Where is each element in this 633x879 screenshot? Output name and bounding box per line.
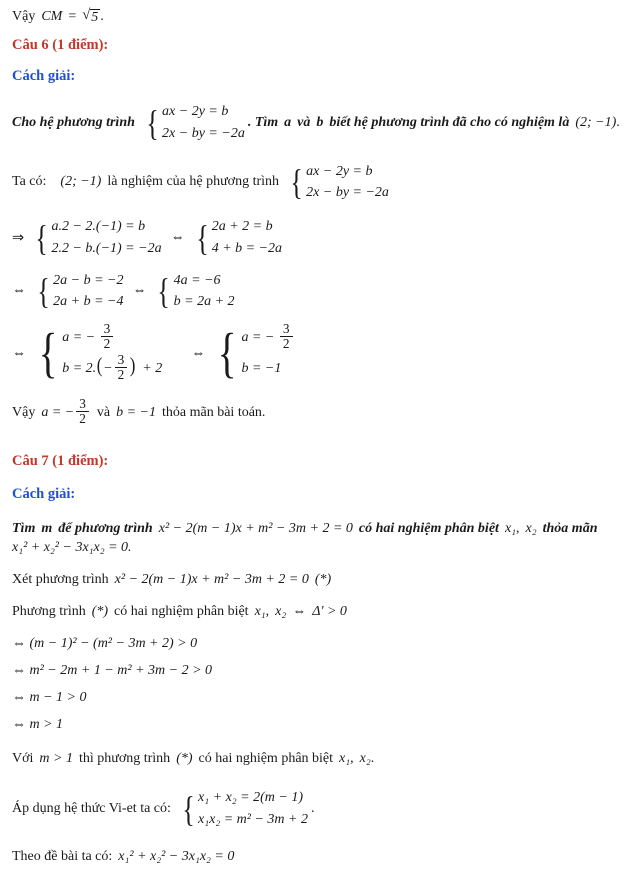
cau7-problem-condition: x₁² + x₂² − 3x₁x₂ = 0. bbox=[12, 540, 132, 556]
cau7-problem-var-m: m bbox=[41, 521, 53, 537]
cau6-step3-system-right bbox=[155, 270, 234, 313]
cau7-theo-expr: x₁² + x₂² − 3x₁x₂ = 0 bbox=[118, 848, 235, 864]
cau7-line-xet bbox=[12, 572, 621, 588]
fraction-denominator: 2 bbox=[115, 367, 128, 382]
cau7-step-3-text: ⇔ m − 1 > 0 bbox=[12, 690, 87, 706]
cau7-step-1-text: ⇔ (m − 1)² − (m² − 3m + 2) > 0 bbox=[12, 636, 198, 652]
cau6-step3-left1: 2a − b = −2 bbox=[53, 272, 124, 288]
cau7-theo-lead: Theo đề bài ta có: bbox=[12, 848, 113, 864]
brace-icon: { bbox=[195, 217, 209, 258]
cau7-problem-comma: , bbox=[516, 521, 520, 537]
cau7-line-pt bbox=[12, 604, 621, 620]
cau6-tacó-system bbox=[288, 161, 389, 204]
cau7-step-1 bbox=[12, 636, 621, 652]
cau7-line-theo bbox=[12, 849, 621, 865]
brace-icon: { bbox=[38, 322, 58, 384]
cau7-voi-mid: thì phương trình bbox=[78, 751, 171, 767]
cau7-voi-star: (*) bbox=[176, 751, 193, 767]
cau6-problem-pair: (2; −1) bbox=[575, 115, 617, 131]
cau6-step2-left2: 2.2 − b.(−1) = −2a bbox=[51, 240, 162, 256]
cau7-problem-mid: để phương trình bbox=[58, 521, 153, 537]
cau7-xet-star: (*) bbox=[314, 572, 332, 588]
cau6-conclusion-a: a = − bbox=[41, 404, 75, 420]
cau6-step2-system-left bbox=[33, 216, 161, 259]
cau6-step3-iff1: ⇔ bbox=[12, 283, 26, 299]
cau7-problem-satisfy: thỏa mãn bbox=[542, 521, 598, 537]
cau7-problem-line1 bbox=[12, 521, 621, 537]
cau7-pt-x2: x₂ bbox=[275, 604, 287, 620]
fraction-numerator: 3 bbox=[103, 321, 111, 337]
cau7-voi-end: . bbox=[370, 751, 375, 767]
cau6-problem-tail: biết hệ phương trình đã cho có nghiệm là bbox=[329, 115, 570, 131]
cau6-step-3 bbox=[12, 270, 621, 313]
cau6-step3-right2: b = 2a + 2 bbox=[173, 294, 235, 310]
fraction bbox=[115, 353, 128, 382]
cau7-line-viet bbox=[12, 787, 621, 830]
fraction bbox=[76, 397, 89, 426]
cau7-pt-mid: có hai nghiệm phân biệt bbox=[114, 604, 249, 620]
fraction bbox=[280, 322, 293, 351]
cau7-pt-comma: , bbox=[265, 604, 270, 620]
cau6-step2-right1: 2a + 2 = b bbox=[211, 219, 273, 235]
fraction-numerator: 3 bbox=[117, 352, 125, 368]
cau6-step2-arrow: ⇒ bbox=[12, 229, 25, 246]
cau6-tacó-eq2: 2x − by = −2a bbox=[306, 185, 389, 201]
cau6-step-4 bbox=[12, 323, 621, 385]
cau7-problem-x1: x₁ bbox=[504, 521, 517, 537]
cau7-viet-lead: Áp dụng hệ thức Vi-et ta có: bbox=[12, 801, 171, 817]
cau6-conclusion-tail: thỏa mãn bài toán. bbox=[162, 404, 266, 420]
cau7-voi-cond: m > 1 bbox=[39, 751, 73, 767]
brace-icon: { bbox=[217, 322, 237, 384]
cau7-problem-x2: x₂ bbox=[525, 521, 537, 537]
cau7-problem-lead: Tìm bbox=[12, 521, 36, 537]
cau7-viet-eq1: x₁ + x₂ = 2(m − 1) bbox=[198, 790, 303, 806]
cau6-problem-lead: Cho hệ phương trình bbox=[12, 115, 135, 131]
cau6-tacó-text: là nghiệm của hệ phương trình bbox=[107, 174, 280, 190]
cau6-step4-iff1: ⇔ bbox=[12, 345, 26, 361]
fraction-denominator: 2 bbox=[280, 336, 293, 351]
cau6-step4-right1 bbox=[241, 323, 294, 354]
brace-icon: { bbox=[157, 271, 171, 312]
cau7-problem-tail: có hai nghiệm phân biệt bbox=[358, 521, 499, 537]
cau6-conclusion bbox=[12, 398, 621, 427]
cau6-step2-system-right bbox=[194, 216, 282, 259]
cau6-step2-iff: ⇔ bbox=[170, 229, 185, 245]
paren-open: ( bbox=[96, 352, 103, 377]
cau6-tacó-pair: (2; −1) bbox=[60, 174, 102, 190]
cau6-problem-eq1: ax − 2y = b bbox=[162, 104, 229, 120]
cau6-problem-mid: . Tìm bbox=[247, 115, 279, 131]
cau6-problem-end: . bbox=[616, 115, 620, 131]
cau6-method-text: Cách giải: bbox=[12, 68, 76, 85]
cau6-step-tacó bbox=[12, 161, 621, 204]
cau6-step4-ra-prefix: a = − bbox=[241, 329, 275, 345]
cau6-conclusion-and: và bbox=[96, 404, 111, 420]
cau7-voi-tail: có hai nghiệm phân biệt bbox=[198, 751, 334, 767]
cau6-step-2 bbox=[12, 216, 621, 259]
cau7-problem-equation: x² − 2(m − 1)x + m² − 3m + 2 = 0 bbox=[158, 521, 353, 537]
cau6-conclusion-lead: Vậy bbox=[12, 404, 36, 420]
cau6-step4-system-right bbox=[214, 323, 294, 385]
cau7-voi-lead: Với bbox=[12, 751, 34, 767]
cau6-method-label bbox=[12, 68, 621, 85]
cau6-problem-system bbox=[144, 101, 245, 144]
cau6-step4-b-suffix: + 2 bbox=[142, 360, 163, 376]
cau7-pt-star: (*) bbox=[91, 604, 109, 620]
top-prefix: Vậy bbox=[12, 8, 36, 24]
cau6-tacó-lead: Ta có: bbox=[12, 174, 47, 190]
cau7-step-3 bbox=[12, 690, 621, 706]
cau7-pt-delta: Δ' > 0 bbox=[312, 604, 347, 620]
cau7-xet-equation: x² − 2(m − 1)x + m² − 3m + 2 = 0 bbox=[114, 572, 309, 588]
brace-icon: { bbox=[37, 271, 50, 312]
cau6-step3-iff2: ⇔ bbox=[132, 283, 147, 299]
cau6-step4-b-prefix: b = 2. bbox=[62, 360, 97, 376]
fraction-numerator: 3 bbox=[282, 321, 290, 337]
cau7-step-4-text: ⇔ m > 1 bbox=[12, 717, 64, 733]
cau7-pt-iff: ⇔ bbox=[292, 604, 307, 620]
cau7-voi-x2: x₂ bbox=[359, 751, 371, 767]
cau6-tacó-eq1: ax − 2y = b bbox=[306, 163, 373, 179]
radicand: 5 bbox=[91, 10, 99, 25]
cau6-step3-left2: 2a + b = −4 bbox=[53, 294, 124, 310]
brace-icon: { bbox=[146, 102, 159, 143]
top-period: . bbox=[100, 8, 104, 24]
cau6-step3-system-left bbox=[35, 270, 123, 313]
cau6-step4-left2: b = 2.(− $\frac{3}{2}$ ) + 2 bbox=[62, 352, 163, 382]
cau6-heading-text: Câu 6 (1 điểm): bbox=[12, 37, 109, 54]
cau6-step4-a-prefix: a = − bbox=[62, 329, 96, 345]
top-conclusion-line bbox=[12, 8, 621, 25]
sqrt-expression bbox=[82, 8, 100, 25]
fraction-denominator: 2 bbox=[76, 411, 89, 426]
cau6-step4-iff2: ⇔ bbox=[191, 345, 206, 361]
cau7-heading-text: Câu 7 (1 điểm): bbox=[12, 453, 109, 470]
cau6-problem-var-a: a bbox=[284, 115, 292, 131]
cau7-step-2-text: ⇔ m² − 2m + 1 − m² + 3m − 2 > 0 bbox=[12, 663, 213, 679]
top-equals: = bbox=[68, 8, 77, 24]
cau7-problem-line2 bbox=[12, 540, 621, 556]
cau7-voi-comma: , bbox=[350, 751, 354, 767]
cau6-problem-eq2: 2x − by = −2a bbox=[162, 126, 245, 142]
cau7-viet-eq2: x₁x₂ = m² − 3m + 2 bbox=[198, 812, 308, 828]
fraction bbox=[101, 322, 114, 351]
cau7-method-text: Cách giải: bbox=[12, 486, 76, 503]
cau6-step4-right2: b = −1 bbox=[241, 360, 282, 376]
cau6-step4-left1 bbox=[62, 323, 162, 354]
cau7-pt-lead: Phương trình bbox=[12, 604, 86, 620]
fraction-denominator: 2 bbox=[101, 336, 114, 351]
cau6-step3-right1: 4a = −6 bbox=[173, 272, 221, 288]
cau7-viet-system bbox=[180, 787, 308, 830]
cau6-problem-and: và bbox=[297, 115, 311, 131]
cau6-step2-right2: 4 + b = −2a bbox=[211, 240, 283, 256]
cau7-voi-x1: x₁ bbox=[339, 751, 351, 767]
cau7-line-voi bbox=[12, 751, 621, 767]
brace-icon: { bbox=[35, 217, 49, 258]
radical-sign: √ bbox=[82, 7, 91, 23]
cau6-problem-var-b: b bbox=[316, 115, 324, 131]
paren-close: ) bbox=[129, 352, 136, 377]
brace-icon: { bbox=[290, 162, 303, 203]
cau7-heading bbox=[12, 453, 621, 470]
fraction-numerator: 3 bbox=[79, 396, 86, 412]
cau6-step4-system-left bbox=[35, 323, 162, 385]
cau6-problem bbox=[12, 101, 621, 144]
brace-icon: { bbox=[182, 788, 195, 829]
cau7-method-label bbox=[12, 486, 621, 503]
cau7-viet-period: . bbox=[310, 801, 315, 817]
cau7-step-2 bbox=[12, 663, 621, 679]
cau7-pt-x1: x₁ bbox=[254, 604, 266, 620]
cau7-xet-lead: Xét phương trình bbox=[12, 572, 109, 588]
cau7-step-4 bbox=[12, 717, 621, 733]
cau6-step2-left1: a.2 − 2.(−1) = b bbox=[51, 219, 146, 235]
cau6-conclusion-b: b = −1 bbox=[116, 404, 157, 420]
top-variable: CM bbox=[41, 8, 63, 24]
cau6-heading bbox=[12, 37, 621, 54]
